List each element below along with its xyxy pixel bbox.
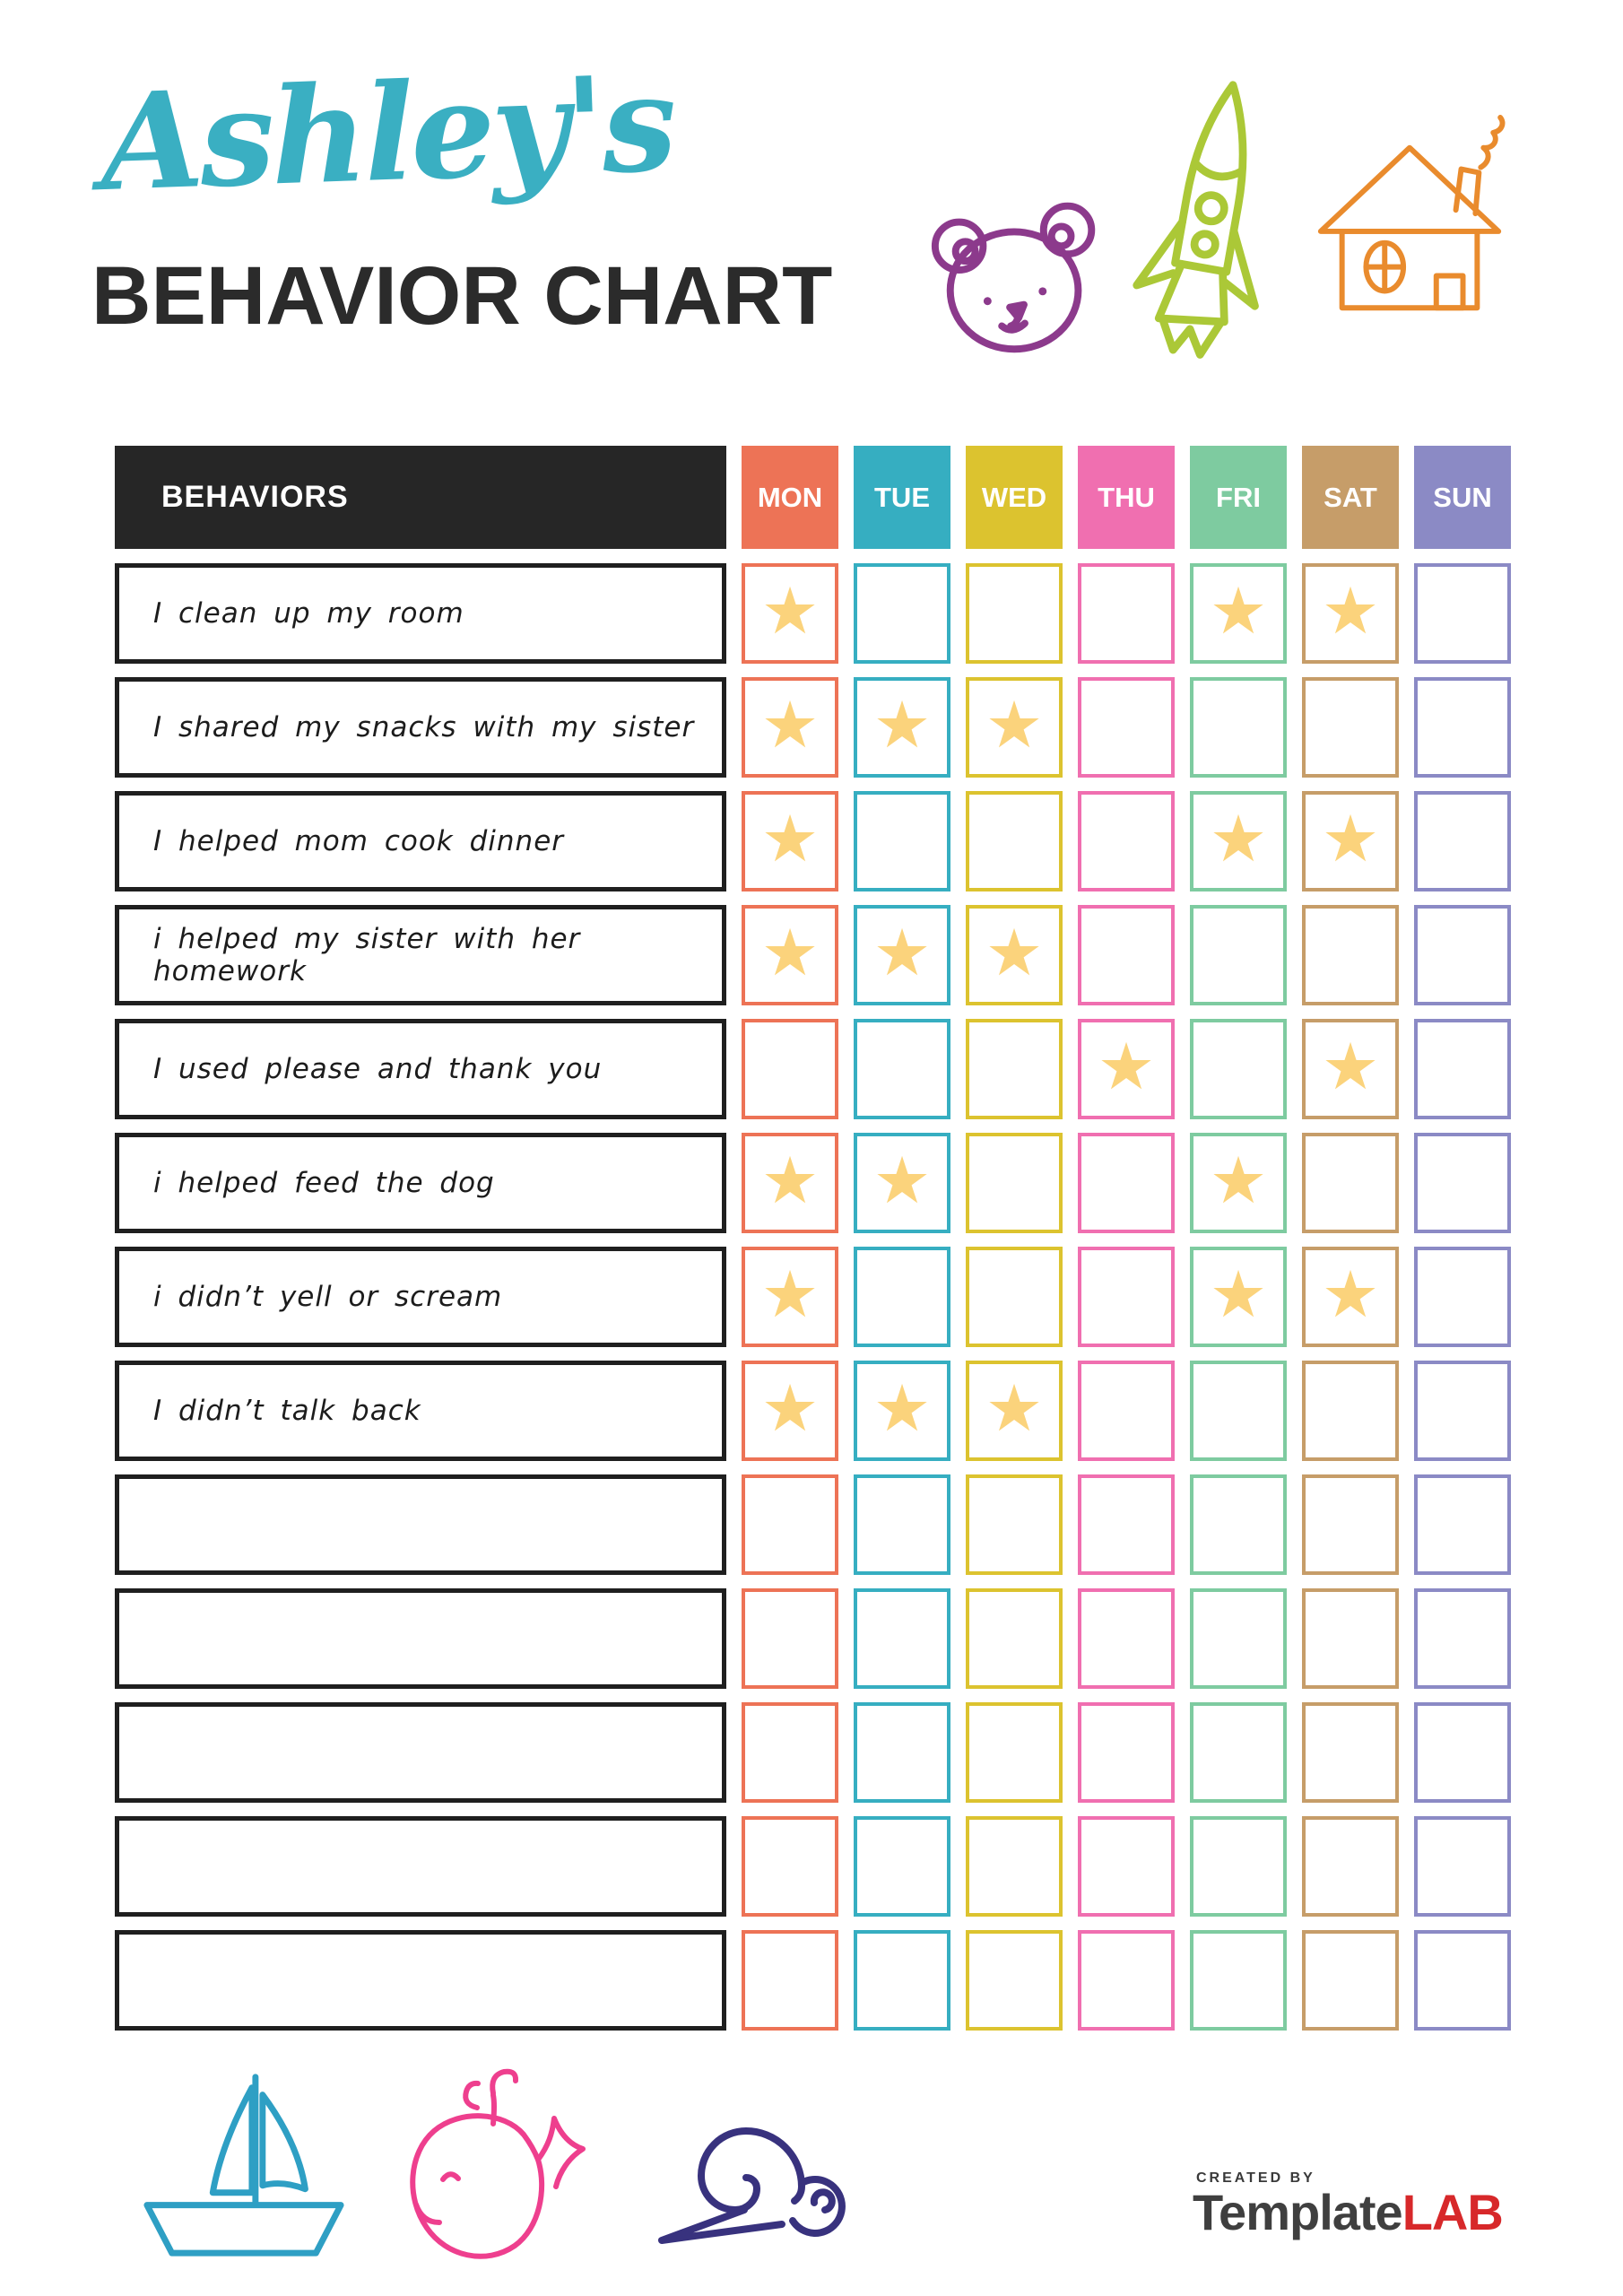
day-cell-wed: [966, 677, 1063, 778]
day-cell-thu: [1078, 1930, 1175, 2031]
star-icon: ★: [872, 1373, 932, 1445]
day-cell-tue: [854, 1133, 950, 1233]
day-cell-sat: [1302, 1588, 1399, 1689]
day-cell-sat: [1302, 1133, 1399, 1233]
day-cell-thu: [1078, 1474, 1175, 1575]
star-icon: ★: [760, 1145, 820, 1217]
day-cell-tue: [854, 563, 950, 664]
star-icon: ★: [1321, 576, 1380, 648]
star-icon: ★: [760, 1373, 820, 1445]
star-icon: ★: [985, 690, 1044, 761]
day-cell-thu: [1078, 1588, 1175, 1689]
created-by-label: CREATED BY: [1196, 2170, 1315, 2186]
day-cell-wed: [966, 1247, 1063, 1347]
day-header-fri: FRI: [1190, 446, 1287, 549]
star-icon: ★: [1321, 1259, 1380, 1331]
behavior-label: [115, 1474, 726, 1575]
day-cell-fri: [1190, 905, 1287, 1005]
day-cell-fri: [1190, 1816, 1287, 1917]
behavior-row: [115, 677, 1511, 778]
day-cell-sat: [1302, 1816, 1399, 1917]
day-cell-sun: [1414, 1361, 1511, 1461]
behavior-row: [115, 1361, 1511, 1461]
day-cell-fri: [1190, 1474, 1287, 1575]
behavior-label: [115, 1816, 726, 1917]
day-cell-thu: [1078, 791, 1175, 891]
day-cell-thu: [1078, 677, 1175, 778]
day-header-sat: SAT: [1302, 446, 1399, 549]
day-cell-thu: [1078, 1702, 1175, 1803]
star-icon: ★: [760, 804, 820, 875]
behavior-label: [115, 1930, 726, 2031]
day-cell-sun: [1414, 563, 1511, 664]
day-cell-tue: [854, 1702, 950, 1803]
behavior-row: [115, 905, 1511, 1005]
day-header-tue: TUE: [854, 446, 950, 549]
owner-name: Ashley's: [98, 44, 676, 222]
behavior-label: [115, 1588, 726, 1689]
day-cell-mon: [742, 1702, 838, 1803]
rocket-icon: [1112, 62, 1306, 384]
day-cell-sun: [1414, 1816, 1511, 1917]
star-icon: ★: [872, 918, 932, 989]
whale-icon: [384, 2052, 606, 2276]
star-icon: ★: [1097, 1031, 1156, 1103]
day-cell-mon: [742, 1361, 838, 1461]
day-cell-sat: [1302, 791, 1399, 891]
day-cell-thu: [1078, 1247, 1175, 1347]
behavior-label: I didn’t talk back: [115, 1361, 726, 1461]
behavior-row: [115, 1247, 1511, 1347]
day-cell-sat: [1302, 677, 1399, 778]
behavior-row: [115, 1019, 1511, 1119]
day-cell-sun: [1414, 1930, 1511, 2031]
day-cell-fri: [1190, 1702, 1287, 1803]
behavior-label: i helped feed the dog: [115, 1133, 726, 1233]
templatelab-logo: [1193, 2170, 1503, 2239]
behavior-label: I clean up my room: [115, 563, 726, 664]
behavior-row: [115, 1816, 1511, 1917]
star-icon: ★: [985, 1373, 1044, 1445]
day-cell-mon: [742, 791, 838, 891]
day-cell-fri: [1190, 1019, 1287, 1119]
teddy-bear-icon: [924, 190, 1119, 361]
day-cell-tue: [854, 1361, 950, 1461]
day-cell-tue: [854, 1019, 950, 1119]
star-icon: ★: [760, 1259, 820, 1331]
brand-template: Template: [1193, 2184, 1402, 2240]
day-cell-tue: [854, 1247, 950, 1347]
day-cell-sun: [1414, 1588, 1511, 1689]
chart-header-row: [115, 446, 1511, 549]
day-cell-fri: [1190, 1361, 1287, 1461]
star-icon: ★: [760, 576, 820, 648]
day-cell-wed: [966, 1361, 1063, 1461]
day-cell-sat: [1302, 1361, 1399, 1461]
behavior-row: [115, 1133, 1511, 1233]
day-cell-sat: [1302, 1474, 1399, 1575]
behavior-label: i didn’t yell or scream: [115, 1247, 726, 1347]
day-cell-tue: [854, 1930, 950, 2031]
day-cell-fri: [1190, 1133, 1287, 1233]
behavior-label: I helped mom cook dinner: [115, 791, 726, 891]
day-cell-fri: [1190, 1930, 1287, 2031]
chart-body: [115, 563, 1511, 2031]
day-cell-sun: [1414, 791, 1511, 891]
day-cell-sun: [1414, 677, 1511, 778]
day-cell-wed: [966, 1474, 1063, 1575]
day-header-wed: WED: [966, 446, 1063, 549]
day-cell-mon: [742, 1474, 838, 1575]
behavior-row: [115, 563, 1511, 664]
brand-lab: LAB: [1402, 2184, 1503, 2240]
house-icon: [1305, 86, 1518, 364]
day-cell-wed: [966, 1019, 1063, 1119]
day-header-sun: SUN: [1414, 446, 1511, 549]
day-cell-mon: [742, 1816, 838, 1917]
star-icon: ★: [872, 1145, 932, 1217]
star-icon: ★: [985, 918, 1044, 989]
star-icon: ★: [760, 918, 820, 989]
star-icon: ★: [1321, 804, 1380, 875]
day-cell-sun: [1414, 1247, 1511, 1347]
day-cell-fri: [1190, 791, 1287, 891]
behaviors-column-header: BEHAVIORS: [115, 446, 726, 549]
day-cell-fri: [1190, 677, 1287, 778]
day-cell-mon: [742, 905, 838, 1005]
day-cell-sat: [1302, 1247, 1399, 1347]
day-cell-mon: [742, 1588, 838, 1689]
day-cell-mon: [742, 1930, 838, 2031]
day-cell-sun: [1414, 905, 1511, 1005]
behavior-row: [115, 1474, 1511, 1575]
day-cell-tue: [854, 677, 950, 778]
star-icon: ★: [1209, 1259, 1268, 1331]
behavior-row: [115, 791, 1511, 891]
day-cell-wed: [966, 1588, 1063, 1689]
day-cell-thu: [1078, 905, 1175, 1005]
day-cell-thu: [1078, 1133, 1175, 1233]
behavior-label: i helped my sister with her homework: [115, 905, 726, 1005]
day-cell-tue: [854, 1474, 950, 1575]
day-cell-tue: [854, 1816, 950, 1917]
day-cell-sat: [1302, 905, 1399, 1005]
day-cell-sat: [1302, 1702, 1399, 1803]
day-cell-fri: [1190, 1588, 1287, 1689]
day-cell-tue: [854, 905, 950, 1005]
day-cell-tue: [854, 1588, 950, 1689]
snail-icon: [638, 2109, 864, 2260]
behavior-row: [115, 1588, 1511, 1689]
day-header-thu: THU: [1078, 446, 1175, 549]
day-cell-mon: [742, 677, 838, 778]
star-icon: ★: [1209, 804, 1268, 875]
sailboat-icon: [133, 2056, 355, 2269]
day-cell-mon: [742, 1133, 838, 1233]
day-cell-sun: [1414, 1019, 1511, 1119]
day-cell-mon: [742, 1019, 838, 1119]
day-cell-sat: [1302, 1930, 1399, 2031]
day-cell-wed: [966, 791, 1063, 891]
day-cell-sat: [1302, 563, 1399, 664]
day-cell-sun: [1414, 1474, 1511, 1575]
star-icon: ★: [872, 690, 932, 761]
star-icon: ★: [1209, 1145, 1268, 1217]
day-cell-wed: [966, 905, 1063, 1005]
day-cell-thu: [1078, 1816, 1175, 1917]
star-icon: ★: [1321, 1031, 1380, 1103]
behavior-row: [115, 1702, 1511, 1803]
day-cell-wed: [966, 1133, 1063, 1233]
day-cell-sat: [1302, 1019, 1399, 1119]
day-cell-sun: [1414, 1702, 1511, 1803]
behavior-label: I shared my snacks with my sister: [115, 677, 726, 778]
behavior-row: [115, 1930, 1511, 2031]
behavior-chart-table: [115, 446, 1511, 2044]
day-cell-tue: [854, 791, 950, 891]
day-cell-thu: [1078, 1361, 1175, 1461]
day-cell-thu: [1078, 563, 1175, 664]
day-cell-mon: [742, 563, 838, 664]
behavior-label: I used please and thank you: [115, 1019, 726, 1119]
behavior-label: [115, 1702, 726, 1803]
day-cell-fri: [1190, 1247, 1287, 1347]
day-cell-sun: [1414, 1133, 1511, 1233]
day-cell-wed: [966, 563, 1063, 664]
day-cell-wed: [966, 1816, 1063, 1917]
page-title: BEHAVIOR CHART: [91, 250, 833, 342]
day-cell-wed: [966, 1702, 1063, 1803]
day-cell-fri: [1190, 563, 1287, 664]
day-header-mon: MON: [742, 446, 838, 549]
day-cell-wed: [966, 1930, 1063, 2031]
star-icon: ★: [760, 690, 820, 761]
star-icon: ★: [1209, 576, 1268, 648]
day-cell-mon: [742, 1247, 838, 1347]
day-cell-thu: [1078, 1019, 1175, 1119]
